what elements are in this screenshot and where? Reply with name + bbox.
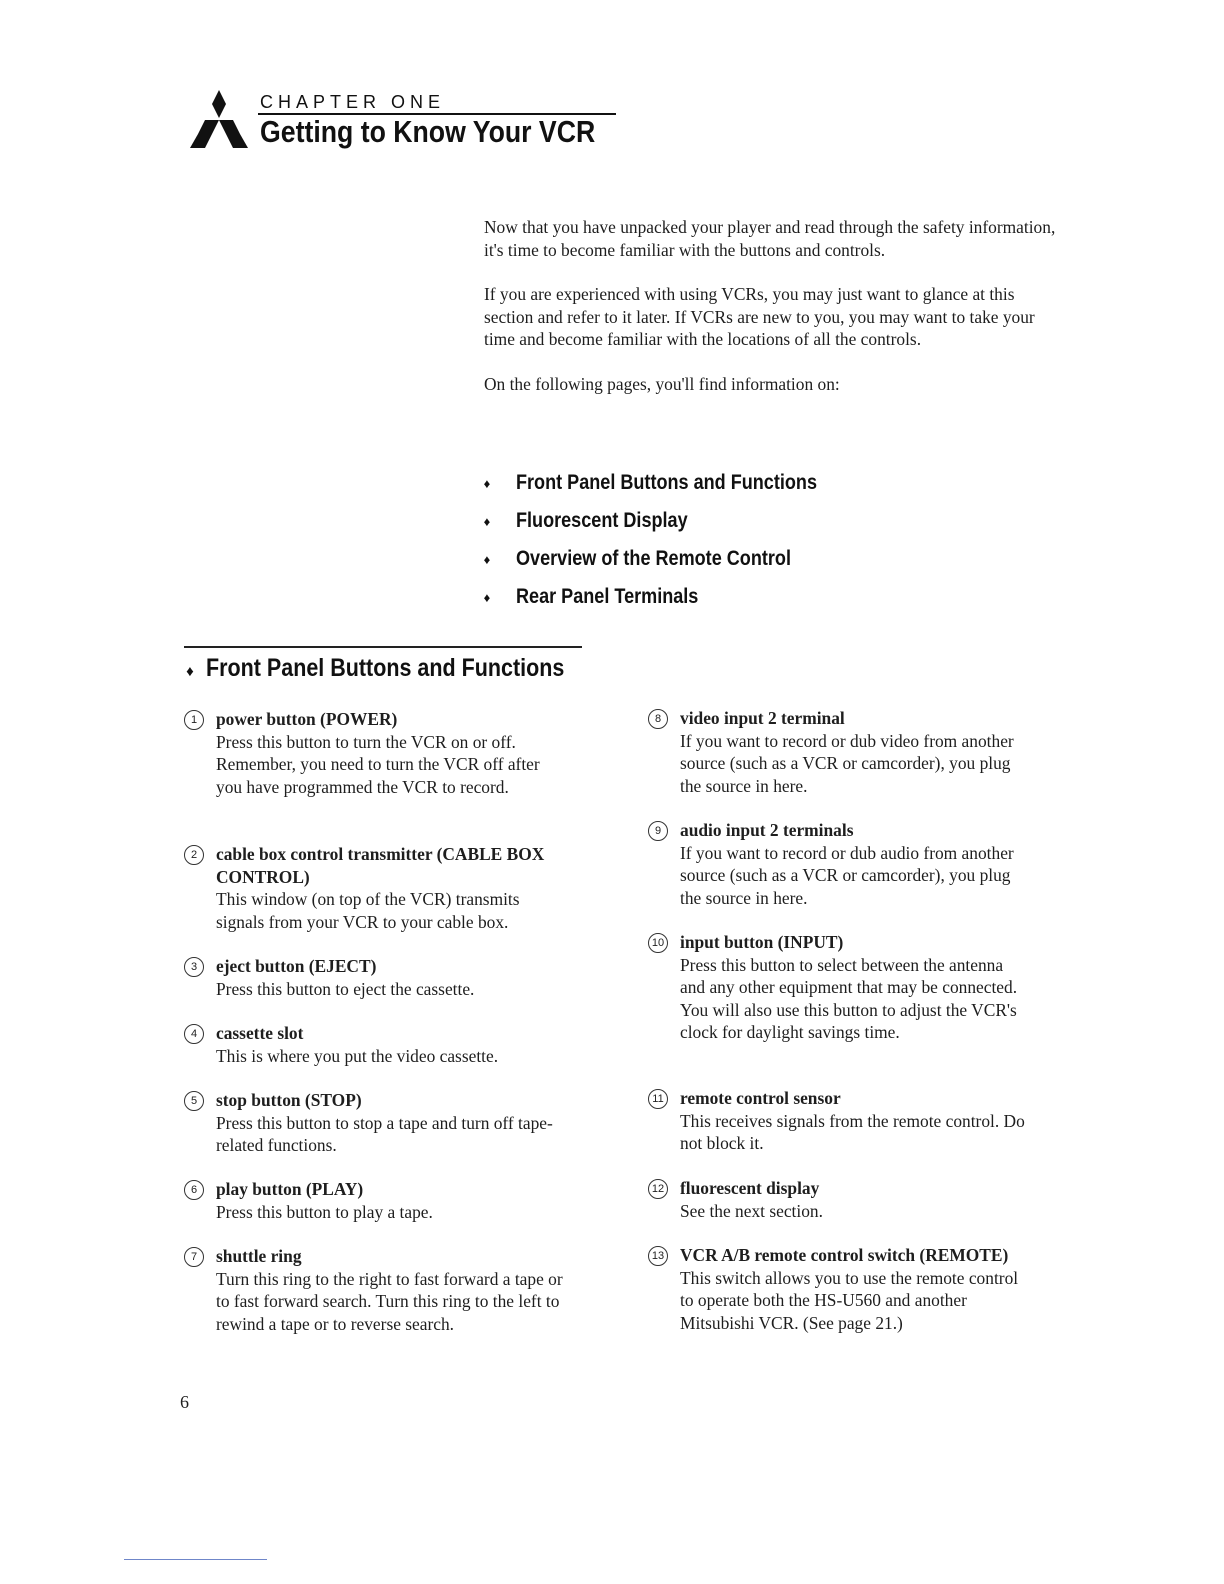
item-description: Press this button to turn the VCR on or off. Remember, you need to turn the VCR off after you have programmed the VCR to record. [216, 731, 540, 797]
section-title-text: Front Panel Buttons and Functions [206, 654, 565, 682]
mitsubishi-diamonds-logo-icon [186, 90, 252, 148]
diamond-bullet-icon: ♦ [186, 663, 194, 680]
intro-paragraph: Now that you have unpacked your player and read through the safety information, it's time to become familiar with the buttons and controls. [484, 217, 1056, 260]
topics-list [482, 464, 866, 616]
item-label: eject button (EJECT) [216, 956, 377, 976]
item-description: This switch allows you to use the remote control to operate both the HS-U560 and another Mitsubishi VCR. (See page 21.) [680, 1267, 1019, 1333]
front-panel-item [648, 1177, 1028, 1222]
item-label: stop button (STOP) [216, 1090, 362, 1110]
item-label: VCR A/B remote control switch (REMOTE) [680, 1245, 1009, 1265]
front-panel-item [184, 955, 564, 1000]
item-description: Press this button to play a tape. [216, 1201, 433, 1222]
item-label: power button (POWER) [216, 709, 398, 729]
item-description: Turn this ring to the right to fast forward a tape or to fast forward search. Turn this ring to the left to rewind a tape or to reverse search. [216, 1268, 563, 1334]
item-number: 6 [184, 1180, 204, 1200]
item-number: 4 [184, 1024, 204, 1044]
item-description: This receives signals from the remote control. Do not block it. [680, 1110, 1025, 1153]
item-description: Press this button to eject the cassette. [216, 978, 475, 999]
item-label: input button (INPUT) [680, 932, 844, 952]
item-label: play button (PLAY) [216, 1179, 364, 1199]
front-panel-item [648, 707, 1028, 797]
chapter-label: CHAPTER ONE [260, 92, 446, 112]
item-number: 7 [184, 1247, 204, 1267]
diamond-bullet-icon: ♦ [483, 589, 491, 605]
item-label: video input 2 terminal [680, 708, 845, 728]
item-label: shuttle ring [216, 1246, 302, 1266]
topic-label: Front Panel Buttons and Functions [516, 471, 817, 494]
section-rule [184, 646, 582, 648]
front-panel-item [648, 931, 1028, 1044]
diamond-bullet-icon: ♦ [483, 475, 491, 491]
item-number: 12 [648, 1179, 668, 1199]
item-description: This is where you put the video cassette. [216, 1045, 499, 1066]
front-panel-item [184, 1022, 564, 1067]
intro-text [484, 216, 1059, 417]
topic-label: Rear Panel Terminals [516, 585, 699, 608]
item-number: 3 [184, 957, 204, 977]
intro-paragraph: If you are experienced with using VCRs, you may just want to glance at this section and refer to it later. If VCRs are new to you, you may want to take your time and become familiar with the locations of all the controls. [484, 284, 1035, 349]
intro-paragraph: On the following pages, you'll find information on: [484, 373, 840, 394]
section-title [184, 654, 623, 683]
topic-item [482, 464, 866, 502]
front-panel-item [184, 1089, 564, 1157]
item-number: 8 [648, 709, 668, 729]
item-description: Press this button to select between the antenna and any other equipment that may be connected. You will also use this button to adjust the VCR's clock for daylight savings time. [680, 954, 1018, 1042]
chapter-title: Getting to Know Your VCR [260, 114, 596, 149]
footer-rule [124, 1559, 267, 1560]
item-description: Press this button to stop a tape and turn off tape-related functions. [216, 1112, 553, 1155]
item-label: remote control sensor [680, 1088, 841, 1108]
item-description: This window (on top of the VCR) transmits signals from your VCR to your cable box. [216, 889, 520, 932]
topic-item [482, 502, 866, 540]
item-number: 11 [648, 1089, 668, 1109]
topic-label: Overview of the Remote Control [516, 547, 791, 570]
item-number: 1 [184, 710, 204, 730]
item-label: fluorescent display [680, 1178, 820, 1198]
front-panel-item [184, 1245, 564, 1335]
item-label: audio input 2 terminals [680, 820, 854, 840]
item-number: 5 [184, 1091, 204, 1111]
item-label: cassette slot [216, 1023, 304, 1043]
item-number: 9 [648, 821, 668, 841]
front-panel-item [648, 1244, 1028, 1334]
diamond-bullet-icon: ♦ [483, 551, 491, 567]
front-panel-item [184, 708, 564, 798]
item-description: See the next section. [680, 1200, 823, 1221]
item-number: 2 [184, 845, 204, 865]
front-panel-item [184, 1178, 564, 1223]
topic-item [482, 540, 866, 578]
front-panel-item [184, 843, 564, 933]
topic-label: Fluorescent Display [516, 509, 688, 532]
front-panel-item [648, 1087, 1028, 1155]
item-number: 10 [648, 933, 668, 953]
front-panel-item [648, 819, 1028, 909]
item-description: If you want to record or dub audio from another source (such as a VCR or camcorder), you plug the source in here. [680, 842, 1014, 908]
item-label: cable box control transmitter (CABLE BOX CONTROL) [216, 844, 545, 887]
diamond-bullet-icon: ♦ [483, 513, 491, 529]
topic-item [482, 578, 866, 616]
item-number: 13 [648, 1246, 668, 1266]
page-number: 6 [180, 1392, 189, 1412]
item-description: If you want to record or dub video from another source (such as a VCR or camcorder), you plug the source in here. [680, 730, 1014, 796]
